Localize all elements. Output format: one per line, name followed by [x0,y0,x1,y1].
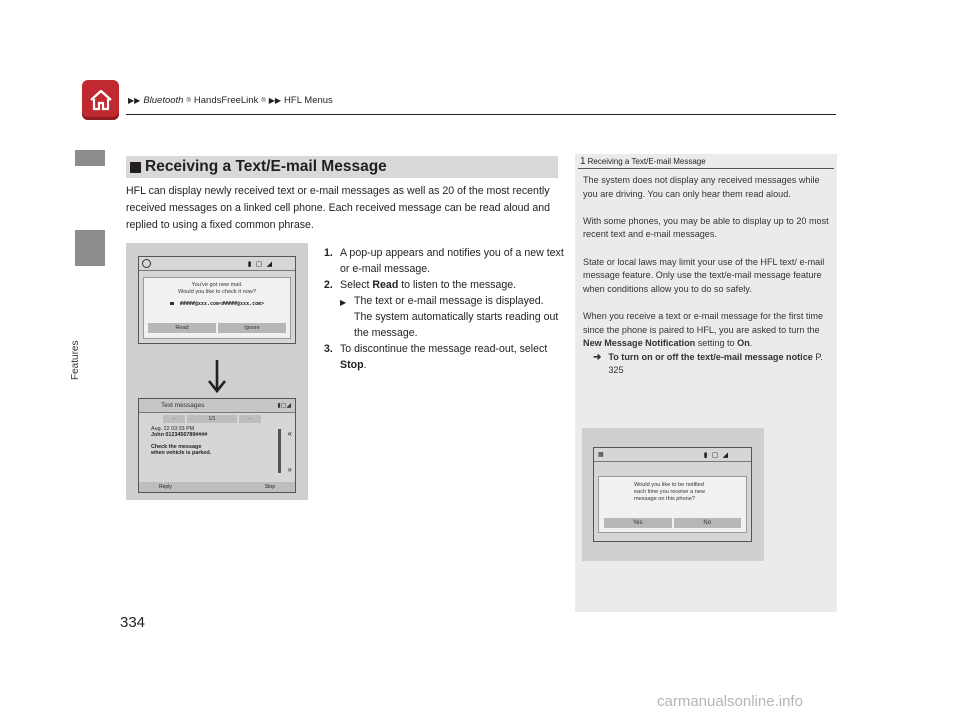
note-paragraph: State or local laws may limit your use of the HFL text/ e-mail message feature. Only use the text/e-mail message feature when conditions allow you to do so safely. [583,256,825,294]
messages-title-bar [139,399,295,413]
message-body-line-2: when vehicle is parked. [151,449,212,456]
menu-grid-icon: ▦ [598,452,604,458]
status-bar [594,448,751,462]
phone-icon [142,259,151,268]
chevron-right-icon: ▶▶ [268,96,282,105]
prev-message-button[interactable]: - [163,415,185,423]
step-2: 2. Select Read to listen to the message. [324,279,517,291]
scrollbar[interactable] [278,429,281,473]
step-3: 3. To discontinue the message read-out, select Stop. [324,343,548,371]
note-number-icon: 1 [580,156,586,167]
ignore-button[interactable]: Ignore [218,323,286,333]
cross-reference-link[interactable]: ➜ To turn on or off the text/e-mail message notice P. 325 [593,351,831,378]
mail-icon [170,302,174,305]
dialog-line-2: Would you like to check it now? [178,289,256,295]
arrow-down-icon [202,358,232,394]
text-messages-screen [138,398,296,493]
breadcrumb-handsfreelink[interactable]: HandsFreeLink [193,95,259,106]
reply-button[interactable]: Reply [159,484,172,490]
result-arrow-icon: ▶ [340,298,347,307]
header-divider [126,114,836,115]
message-body-line-1: Check the message [151,443,202,450]
intro-paragraph: HFL can display newly received text or e-mail messages as well as 20 of the most recently received messages on a linked cell phone. Each received message can be read aloud and replied to using a fixed common phrase. [126,185,551,231]
message-content [151,426,271,456]
dialog-line-2: each time you receive a new [634,489,705,495]
breadcrumb-hfl-menus[interactable]: HFL Menus [284,95,333,106]
steps-list [324,245,564,373]
watermark: carmanualsonline.info [657,693,803,710]
sidebar-tab-active [75,230,105,266]
section-header [126,156,558,178]
notification-setting-screen [593,447,752,542]
note-title: 1 Receiving a Text/E-mail Message [580,156,706,167]
status-icons: ▮▢◢ [277,403,291,409]
breadcrumb-bluetooth[interactable]: Bluetooth [143,95,184,106]
page-indicator: 1/1 [187,415,237,423]
stop-button[interactable]: Stop [264,484,275,490]
note-paragraph: When you receive a text or e-mail message for the first time since the phone is paired to HFL, you are asked to turn the New Message Notification setting to On. [583,310,824,349]
read-button[interactable]: Read [148,323,216,333]
next-message-button[interactable]: - [239,415,261,423]
note-paragraph: With some phones, you may be able to display up to 20 most recent text and e-mail messages. [583,215,829,240]
square-bullet-icon [130,162,141,173]
status-icons: ▮ ▢ ◢ [247,260,273,268]
new-mail-popup-screen [138,256,296,344]
new-mail-dialog [143,277,291,339]
cross-reference-icon: ➜ [593,351,602,363]
dialog-line-1: Would you like to be notified [634,482,704,488]
scroll-down-icon[interactable]: » [287,465,292,474]
step-1: 1. A pop-up appears and notifies you of a new text or e-mail message. [324,247,564,275]
messages-title: Text messages [161,402,205,409]
message-date: Aug. 22 03:33 PM [151,426,195,432]
sender-address: #####@xxx.com<#####@xxx.com> [144,301,290,307]
no-button[interactable]: No [674,518,742,528]
yes-button[interactable]: Yes [604,518,672,528]
section-title: Receiving a Text/E-mail Message [145,158,387,175]
message-pager [163,415,263,423]
sidebar-label: Features [70,340,81,380]
status-icons: ▮ ▢ ◢ [703,451,729,459]
note-paragraph: The system does not display any received messages while you are driving. You can only hear them read aloud. [583,175,820,199]
sidebar-tab [75,150,105,166]
note-body [583,174,831,378]
message-action-bar [139,482,295,492]
note-divider [578,168,834,169]
dialog-line-1: You've got new mail. [191,282,243,288]
scroll-up-icon[interactable]: « [287,429,292,438]
status-bar [139,257,295,271]
breadcrumb: ▶▶ Bluetooth ® HandsFreeLink ® ▶▶ HFL Menus [128,95,333,106]
notification-dialog [598,476,747,533]
message-sender: John 0123456789#### [151,432,208,439]
page-number: 334 [120,614,146,631]
dialog-line-3: message on this phone? [634,496,695,502]
chevron-right-icon: ▶▶ [128,96,141,105]
home-button[interactable] [82,80,119,120]
home-icon [88,87,114,113]
step-2-result: ▶ The text or e-mail message is displayed. The system automatically starts reading out the message. [340,295,559,339]
